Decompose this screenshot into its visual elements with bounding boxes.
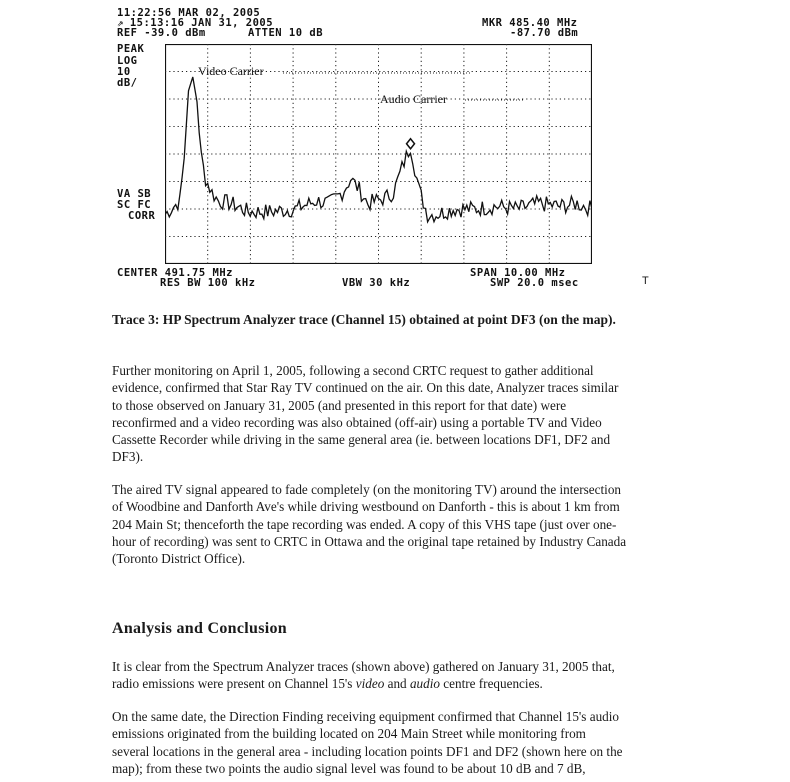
- arrow-mark-icon: ⇗: [117, 17, 124, 29]
- stray-mark: T: [642, 275, 649, 287]
- text-line: map); from these two points the audio signal level was found to be about 10 dB and 7 dB,: [112, 760, 586, 776]
- text-line: 204 Main St; thenceforth the tape recording was ended. A copy of this VHS tape (just over one-: [112, 516, 617, 532]
- side-label-1: VA SB: [117, 188, 152, 200]
- text-line: to those observed on January 31, 2005 (and presented in this report for that date) were: [112, 397, 567, 413]
- emphasis-audio: audio: [409, 676, 440, 692]
- side-label-2: SC FC: [117, 199, 152, 211]
- paragraph-signal-fade: [112, 481, 682, 567]
- text-line: The aired TV signal appeared to fade completely (on the monitoring TV) around the intersection: [112, 482, 622, 497]
- text-line: of Woodbine and Danforth Ave's while driving westbound on Danforth - this is about 1 km from: [112, 499, 620, 515]
- text-line: hour of recording) was sent to CRTC in Ottawa and the original tape retained by Industry Canada: [112, 533, 627, 549]
- section-heading: Analysis and Conclusion: [112, 620, 287, 637]
- spectrum-analyzer-printout: [0, 0, 790, 300]
- text-line: DF3).: [112, 449, 144, 465]
- marker-level: -87.70 dBm: [510, 27, 579, 39]
- marker-diamond-shape: [407, 139, 415, 149]
- text-line: emissions originated from the building located on 204 Main Street while monitoring from: [112, 726, 586, 742]
- figure-caption: Trace 3: HP Spectrum Analyzer trace (Channel 15) obtained at point DF3 (on the map).: [112, 312, 616, 327]
- video-carrier-label: Video Carrier: [198, 64, 264, 78]
- timestamp-current: 11:22:56 MAR 02, 2005: [117, 7, 261, 19]
- attenuation: ATTEN 10 dB: [248, 27, 324, 39]
- marker-frequency: MKR 485.40 MHz: [482, 17, 578, 29]
- center-frequency: CENTER 491.75 MHz: [117, 267, 233, 279]
- text-line: several locations in the general area - including location points DF1 and DF2 (shown here on the: [112, 743, 623, 759]
- resolution-bandwidth: RES BW 100 kHz: [160, 277, 256, 289]
- timestamp-trace: ⇗ 15:13:16 JAN 31, 2005: [117, 17, 274, 29]
- emphasis-video: video: [355, 676, 385, 692]
- paragraph-analysis: [112, 658, 682, 693]
- scale-mode: LOG: [117, 55, 138, 67]
- side-label-3: CORR: [128, 210, 156, 222]
- video-bandwidth: VBW 30 kHz: [342, 277, 411, 289]
- text-line: It is clear from the Spectrum Analyzer traces (shown above) gathered on January 31, 2005 that,: [112, 659, 615, 674]
- ref-level: REF -39.0 dBm: [117, 27, 206, 39]
- detector-mode: PEAK: [117, 43, 145, 55]
- paragraph-direction-finding: [112, 708, 682, 777]
- text-line: On the same date, the Direction Finding receiving equipment confirmed that Channel 15's audio: [112, 709, 620, 724]
- sweep-time: SWP 20.0 msec: [490, 277, 579, 289]
- text-line: reconfirmed and a video recording was also obtained (off-air) using a portable TV and Video: [112, 414, 602, 430]
- marker-diamond-icon: [407, 139, 415, 149]
- text-line: (Toronto District Office).: [112, 551, 246, 567]
- span: SPAN 10.00 MHz: [470, 267, 566, 279]
- text-line: radio emissions were present on Channel 15's video and audio centre frequencies.: [112, 676, 543, 692]
- paragraph-further-monitoring: [112, 362, 682, 466]
- text-line: evidence, confirmed that Star Ray TV continued on the air. On this date, Analyzer traces similar: [112, 380, 619, 396]
- text-line: Further monitoring on April 1, 2005, following a second CRTC request to gather additional: [112, 363, 594, 378]
- audio-carrier-label: Audio Carrier: [380, 92, 447, 106]
- scale-unit: dB/: [117, 77, 138, 89]
- text-line: Cassette Recorder while driving in the same general area (ie. between locations DF1, DF2 and: [112, 432, 611, 448]
- scale-value: 10: [117, 66, 131, 78]
